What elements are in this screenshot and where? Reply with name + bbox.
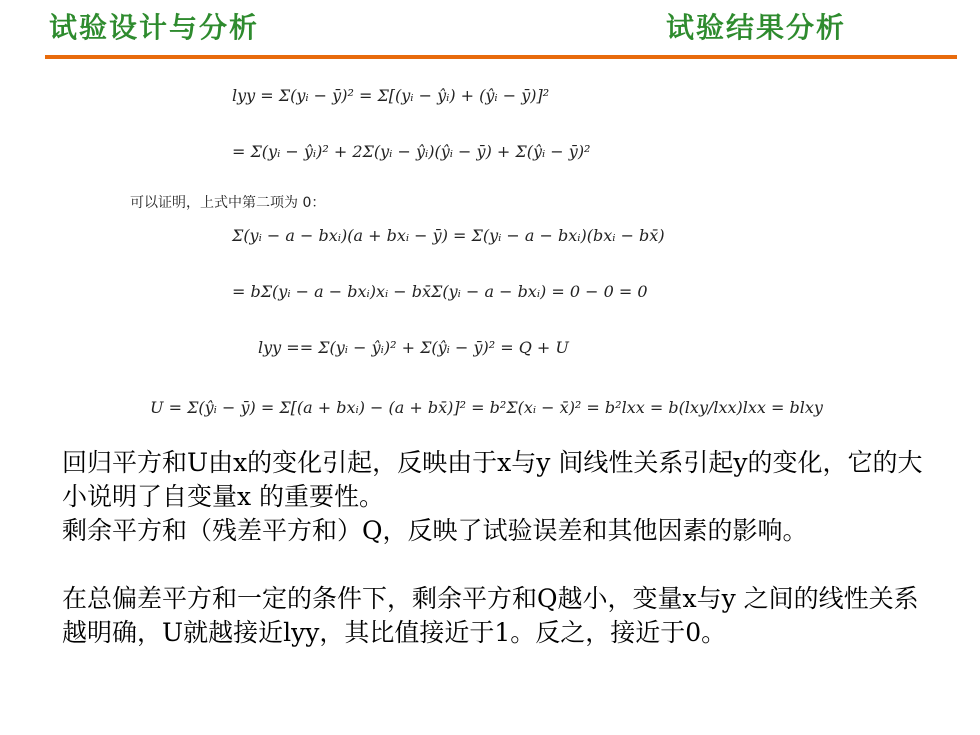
header-divider bbox=[45, 55, 957, 59]
paragraph-conclusion: 在总偏差平方和一定的条件下，剩余平方和Q越小，变量x与y 之间的线性关系越明确，U就越接近lyy，其比值接近于1。反之，接近于0。 bbox=[62, 584, 919, 647]
proof-note: 可以证明，上式中第二项为 0： bbox=[130, 195, 326, 211]
equation-1: lyy = Σ(yᵢ − ȳ)² = Σ[(yᵢ − ŷᵢ) + (ŷᵢ − ȳ)]² bbox=[232, 86, 550, 105]
paragraph-regression-sum: 回归平方和U由x的变化引起，反映由于x与y 间线性关系引起y的变化，它的大小说明了自变量x 的重要性。 bbox=[62, 448, 923, 511]
paragraph-residual-sum: 剩余平方和（残差平方和）Q，反映了试验误差和其他因素的影响。 bbox=[62, 516, 808, 545]
equation-3: Σ(yᵢ − a − bxᵢ)(a + bxᵢ − ȳ) = Σ(yᵢ − a − bxᵢ)(bxᵢ − bx̄) bbox=[232, 226, 665, 245]
course-title: 试验设计与分析 bbox=[49, 11, 260, 44]
equation-2: = Σ(yᵢ − ŷᵢ)² + 2Σ(yᵢ − ŷᵢ)(ŷᵢ − ȳ) + Σ(ŷᵢ − ȳ)² bbox=[232, 142, 591, 161]
section-title: 试验结果分析 bbox=[666, 11, 847, 44]
equation-4: = bΣ(yᵢ − a − bxᵢ)xᵢ − bx̄Σ(yᵢ − a − bxᵢ) = 0 − 0 = 0 bbox=[232, 282, 648, 301]
equation-6: U = Σ(ŷᵢ − ȳ) = Σ[(a + bxᵢ) − (a + bx̄)]² = b²Σ(xᵢ − x̄)² = b²lxx = b(lxy/lxx)lxx = blxy bbox=[150, 398, 823, 417]
equation-5: lyy == Σ(yᵢ − ŷᵢ)² + Σ(ŷᵢ − ȳ)² = Q + U bbox=[258, 338, 569, 357]
